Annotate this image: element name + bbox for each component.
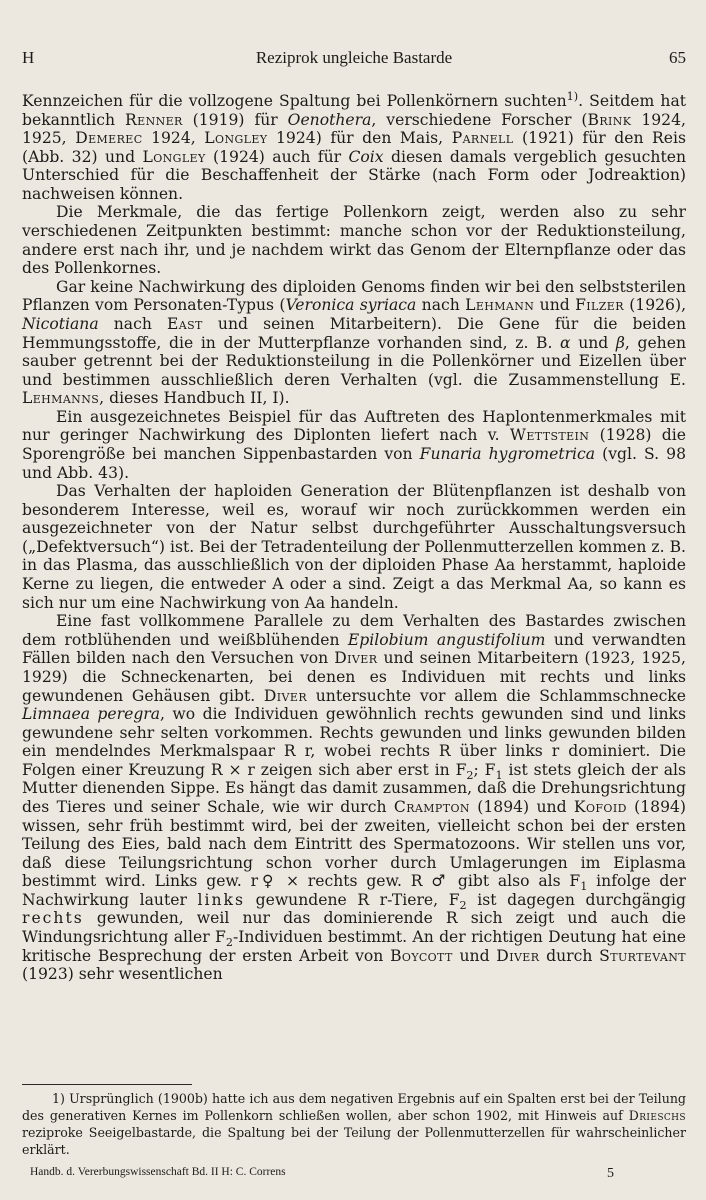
text: Die Merkmale, die das fertige Pollenkorn zeigt, werden also zu sehr verschiedenen Zeitpunkten bestimmt: manche schon vor der Reduktionsteilung, andere erst nach ihr, und je nachdem wirkt das Genom der Elternpflanze oder das des Pollenkornes.	[22, 203, 686, 278]
text: reziproke Seeigelbastarde, die Spaltung bei der Teilung der Pollenmutterzellen für wahrscheinlicher erklärt.	[22, 1125, 686, 1157]
author-name: Filzer	[575, 296, 624, 315]
spaced-word: rechts	[22, 909, 84, 928]
taxon-name: Nicotiana	[22, 314, 99, 333]
author-name: Diver	[334, 649, 378, 668]
paragraph-2	[22, 203, 686, 277]
text: Eine fast vollkommene Parallele zu dem Verhalten des Bastardes zwischen dem rotblühenden und weißblühenden	[22, 612, 686, 649]
subscript: 1	[495, 768, 503, 782]
text: . Seitdem hat bekanntlich	[22, 92, 687, 129]
text: nach	[416, 296, 466, 315]
subscript: 2	[466, 768, 474, 782]
text: untersuchte vor allem die Schlammschnecke	[307, 686, 686, 705]
running-header	[22, 48, 686, 72]
taxon-name: Epilobium angustifolium	[347, 630, 546, 649]
text: 1924) für den Mais,	[267, 129, 452, 148]
body-text	[22, 89, 687, 984]
text: Gar keine Nachwirkung des diploiden Genoms finden wir bei den selbststerilen Pflanzen vom Personaten-Typus (	[22, 277, 686, 315]
text: nach	[98, 314, 167, 333]
text: ist dagegen durchgängig	[466, 890, 687, 909]
text: Kennzeichen für die vollzogene Spaltung bei Pollenkörnern suchten	[22, 92, 567, 110]
text: (1894) und	[469, 797, 574, 816]
text: infolge der Nachwirkung lauter	[22, 872, 686, 909]
text: diesen damals vergeblich gesuchten Unterschied für die Beschaffenheit der Stärke (nach Form oder Jodreaktion) nachweisen können.	[22, 147, 686, 203]
taxon-name: Limnaea peregra	[22, 705, 161, 724]
author-name: East	[166, 314, 203, 333]
text: (1894) wissen, sehr früh bestimmt wird, bei der zweiten, vielleicht schon bei der ersten Teilung des Eies, bald nach dem Eintritt des Spermatozoons. Wir stellen uns vor, daß diese Teilungsrichtung schon vorher durch Umlagerungen im Eiplasma bestimmt wird. Links gew. r♀ × rechts gew. R ♂ gibt also als F	[22, 797, 687, 891]
section-letter: H	[22, 48, 35, 67]
taxon-name: Funaria hygrometrica	[419, 444, 596, 463]
paragraph-5	[22, 482, 686, 612]
paragraph-3	[22, 278, 686, 408]
footnote-divider	[22, 1084, 192, 1085]
author-name: Drieschs	[628, 1108, 686, 1123]
author-name: Longley	[204, 129, 268, 148]
text: (1924) auch für	[205, 147, 349, 166]
paragraph-4	[22, 408, 686, 482]
text: und	[570, 333, 616, 352]
running-title: Reziprok ungleiche Bastarde	[255, 48, 453, 67]
text: und	[452, 946, 497, 965]
text: gewunden, weil nur das dominierende R sich zeigt und auch die Windungsrichtung aller F	[22, 909, 686, 947]
author-name: Parnell	[451, 129, 514, 148]
footnote-reference: 1)	[566, 89, 579, 103]
text: und	[534, 296, 576, 315]
footnote	[22, 1090, 686, 1158]
text: und verwandten Fällen bilden nach den Versuchen von	[22, 630, 686, 668]
author-name: Demerec	[75, 129, 143, 148]
author-name: Kofoid	[573, 797, 627, 816]
text: , dieses Handbuch II, I).	[99, 389, 290, 408]
text: ; F	[473, 760, 496, 779]
text: -Individuen bestimmt. An der richtigen Deutung hat eine kritische Besprechung der ersten Arbeit von	[22, 928, 686, 965]
text: (1928) die Sporengröße bei manchen Sippenbastarden von	[22, 426, 686, 463]
author-name: Diver	[496, 946, 540, 965]
taxon-name: Veronica syriaca	[285, 296, 417, 315]
text: durch	[539, 946, 600, 965]
text: 1924,	[142, 129, 205, 148]
text: ist stets gleich der als Mutter dienenden Sippe. Es hängt das damit zusammen, daß die Drehungsrichtung des Tieres und seiner Schale, wie wir durch	[22, 760, 686, 816]
author-name: Brink	[587, 110, 632, 129]
text: gewundene R r-Tiere, F	[245, 890, 460, 909]
text: , wo die Individuen gewöhnlich rechts gewunden sind und links gewundene sehr selten vorkommen. Rechts gewunden und links gewunden bilden ein mendelndes Merkmalspaar R r, wobei rechts R über links r dominiert. Die Folgen einer Kreuzung R × r zeigen sich aber erst in F	[22, 705, 686, 779]
footer-source: Handb. d. Vererbungswissenschaft Bd. II H: C. Correns	[30, 1166, 286, 1178]
text: (1926),	[623, 296, 687, 315]
author-name: Renner	[125, 110, 183, 129]
text: 1924, 1925,	[22, 110, 686, 148]
text: Das Verhalten der haploiden Generation der Blütenpflanzen ist deshalb von besonderem Interesse, weil es, worauf wir noch zurückkommen werden ein ausgezeichneter von der Natur selbst durchgeführter Ausschaltungsversuch („Defektversuch“) ist. Bei der Tetradenteilung der Pollenmutterzellen kommen z. B. in das Plasma, das ausschließlich von der diploiden Phase Aa herstammt, haploide Kerne zu liegen, die entweder A oder a sind. Zeigt a das Merkmal Aa, so kann es sich nur um eine Nachwirkung von Aa handeln.	[22, 482, 686, 612]
author-name: Diver	[263, 686, 308, 705]
paragraph-1	[22, 89, 687, 203]
signature-mark: 5	[607, 1166, 614, 1181]
subscript: 2	[225, 936, 233, 950]
text: (1919) für	[182, 110, 288, 129]
text: und seinen Mitarbeitern). Die Gene für die beiden Hemmungsstoffe, die in der Mutterpflanze vorhanden sind, z. B.	[22, 314, 686, 352]
footnote-text	[22, 1090, 686, 1158]
taxon-name: Oenothera	[287, 110, 372, 129]
author-name: Wettstein	[509, 426, 590, 445]
symbol: α	[560, 333, 571, 352]
taxon-name: Coix	[348, 147, 384, 166]
spaced-word: links	[197, 890, 245, 909]
text: (1921) für den Reis (Abb. 32) und	[22, 129, 686, 166]
text: 1) Ursprünglich (1900b) hatte ich aus dem negativen Ergebnis auf ein Spalten erst bei der Teilung des generativen Kernes im Pollenkorn schließen wollen, aber schon 1902, mit Hinweis auf	[22, 1091, 686, 1123]
subscript: 1	[580, 880, 588, 894]
author-name: Lehmanns	[22, 389, 100, 408]
author-name: Boycott	[390, 946, 453, 965]
page-footer	[30, 1166, 614, 1184]
author-name: Sturtevant	[599, 946, 686, 965]
page-number: 65	[669, 48, 686, 67]
paragraph-6	[22, 612, 686, 984]
author-name: Crampton	[393, 797, 470, 816]
text: (vgl. S. 98 und Abb. 43).	[22, 444, 686, 482]
author-name: Longley	[142, 147, 206, 166]
text: (1923) sehr wesentlichen	[22, 965, 223, 984]
text: und seinen Mitarbeitern (1923, 1925, 1929) die Schneckenarten, bei denen es Individuen mit rechts und links gewundenen Gehäusen gibt.	[22, 649, 686, 705]
text: Ein ausgezeichnetes Beispiel für das Auftreten des Haplontenmerkmales mit nur geringer Nachwirkung des Diplonten liefert nach v.	[22, 407, 686, 445]
author-name: Lehmann	[465, 296, 535, 315]
subscript: 2	[459, 898, 467, 912]
text: , verschiedene Forscher (	[371, 110, 588, 129]
text: , gehen sauber getrennt bei der Reduktionsteilung in die Pollenkörner und Eizellen über und bestimmen ausschließlich deren Verhalten (vgl. die Zusammenstellung E.	[22, 333, 686, 389]
symbol: β	[615, 333, 625, 352]
